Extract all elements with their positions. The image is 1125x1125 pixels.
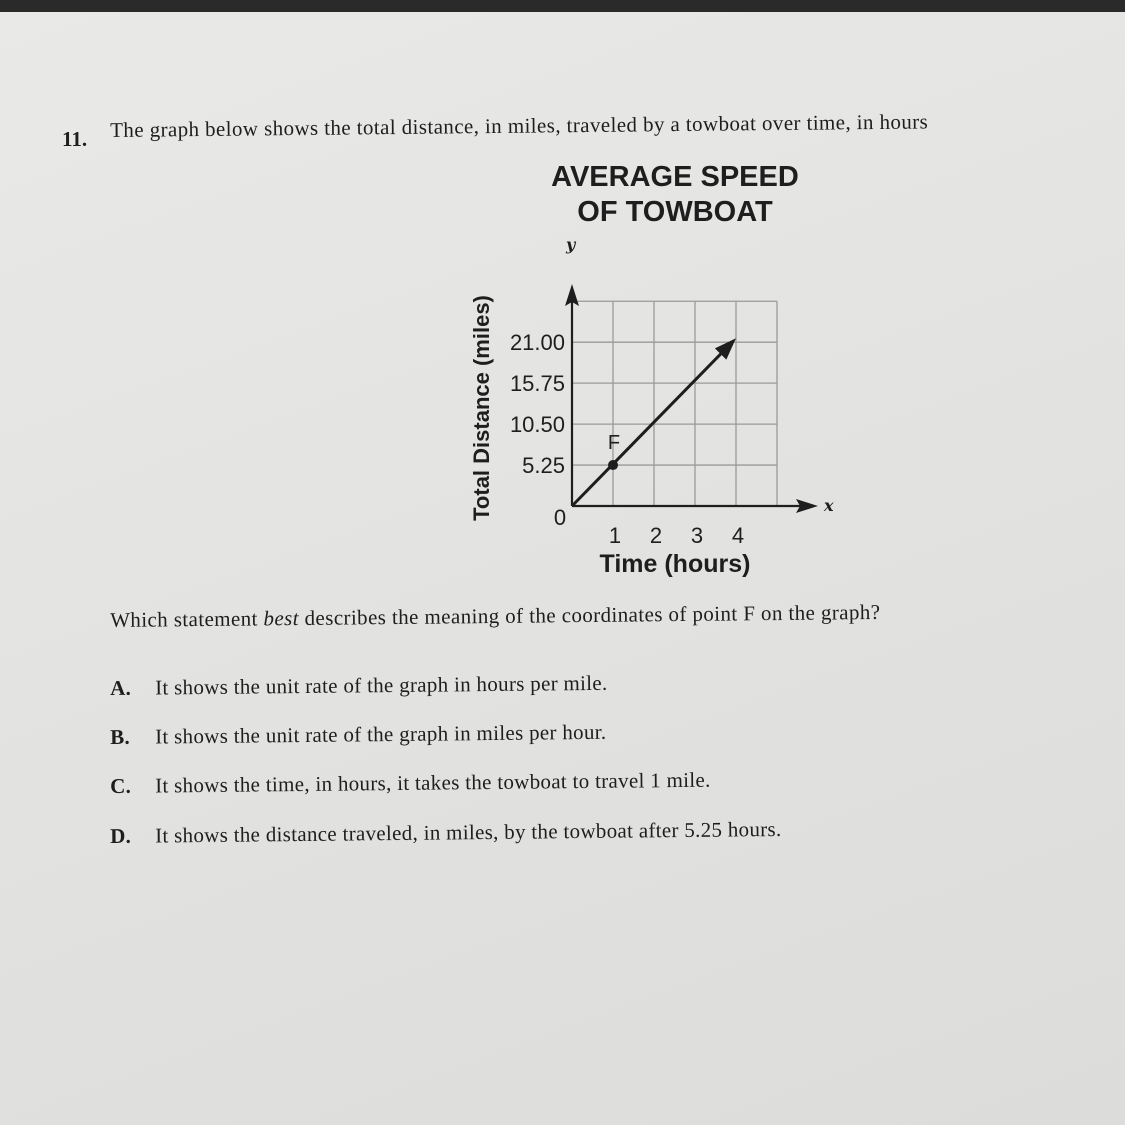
y-axis-letter: y bbox=[566, 235, 576, 254]
choice-d[interactable]: D. It shows the distance traveled, in miles, by the towboat after 5.25 hours. bbox=[110, 816, 782, 848]
chart-title-line-1: AVERAGE SPEED bbox=[551, 161, 799, 193]
y-tick-label: 5.25 bbox=[522, 453, 565, 479]
x-axis-letter: x bbox=[824, 496, 834, 515]
question-number: 11. bbox=[62, 127, 88, 151]
tick-labels bbox=[510, 330, 744, 548]
x-tick-label: 1 bbox=[608, 523, 622, 548]
x-axis-label: Time (hours) bbox=[599, 550, 751, 578]
origin-label: 0 bbox=[553, 505, 567, 530]
y-tick-label: 15.75 bbox=[509, 371, 565, 397]
emphasis-word: best bbox=[263, 606, 300, 631]
x-tick-label: 3 bbox=[690, 523, 704, 548]
chart-title-line-2: OF TOWBOAT bbox=[577, 196, 773, 228]
x-tick-label: 2 bbox=[649, 523, 663, 548]
axes bbox=[565, 284, 818, 513]
y-tick-label: 10.50 bbox=[509, 412, 565, 438]
point-f-label: F bbox=[607, 432, 621, 455]
y-axis-label: Total Distance (miles) bbox=[469, 295, 494, 521]
y-tick-label: 21.00 bbox=[509, 330, 565, 356]
point-f-marker bbox=[608, 460, 618, 470]
x-tick-label: 4 bbox=[731, 523, 745, 548]
distance-time-graph bbox=[0, 12, 1125, 1125]
worksheet-page bbox=[0, 12, 1125, 1125]
question-prompt: Which statement best describes the meaning of the coordinates of point F on the graph? bbox=[110, 599, 881, 632]
choice-b[interactable]: B. It shows the unit rate of the graph in miles per hour. bbox=[110, 719, 607, 749]
choice-a[interactable]: A. It shows the unit rate of the graph in hours per mile. bbox=[110, 670, 608, 700]
series-line bbox=[572, 348, 726, 506]
question-stem: The graph below shows the total distance, in miles, traveled by a towboat over time, in hours bbox=[110, 109, 929, 142]
choice-c[interactable]: C. It shows the time, in hours, it takes the towboat to travel 1 mile. bbox=[110, 767, 711, 798]
